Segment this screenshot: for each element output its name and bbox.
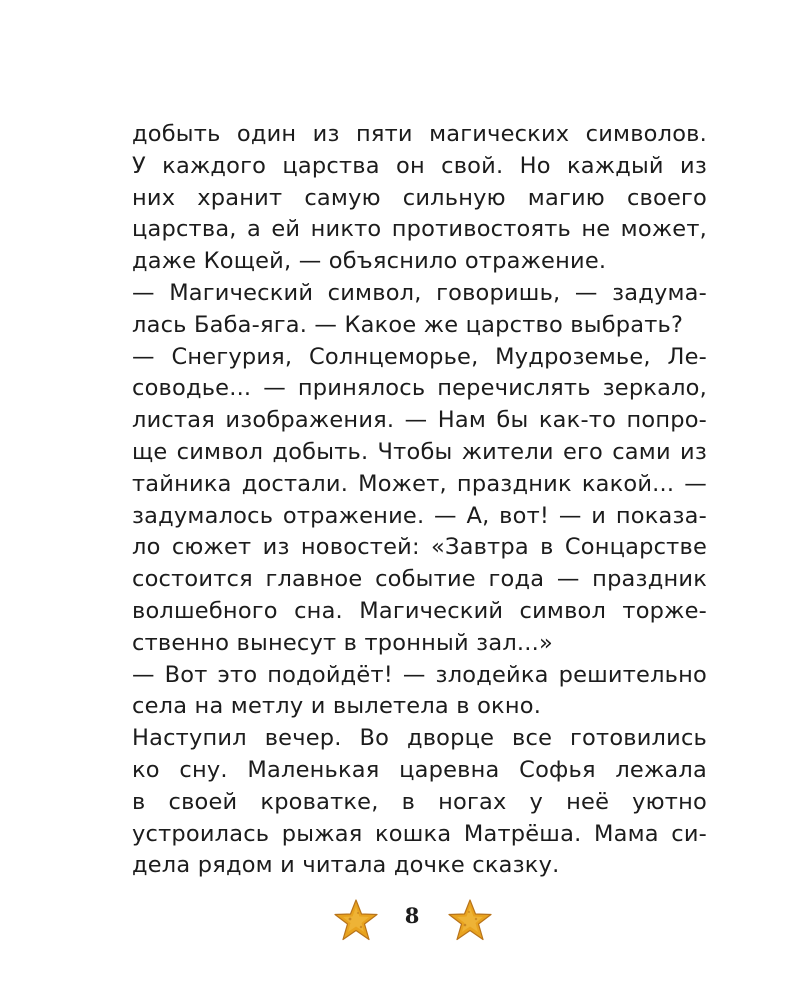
text-line: ственно вынесут в тронный зал...»	[132, 629, 553, 656]
text-line: соводье... — принялось перечислять зеркало,	[132, 375, 707, 402]
text-line: Наступил вечер. Во дворце все готовились	[132, 725, 707, 752]
text-line: волшебного сна. Магический символ торже-	[132, 597, 707, 624]
text-line: в своей кроватке, в ногах у неё уютно	[132, 788, 707, 815]
page-footer	[0, 895, 800, 945]
star-icon	[334, 899, 378, 941]
text-line: ко сну. Маленькая царевна Софья лежала	[132, 756, 707, 783]
star-icon	[448, 899, 492, 941]
text-line: задумалось отражение. — А, вот! — и показа-	[132, 502, 707, 529]
text-line: царства, а ей никто противостоять не может,	[132, 216, 707, 243]
text-line: устроилась рыжая кошка Матрёша. Мама си-	[132, 820, 707, 847]
text-line: добыть один из пяти магических символов.	[132, 121, 707, 147]
text-line: — Вот это подойдёт! — злодейка решительно	[132, 661, 707, 688]
text-line: состоится главное событие года — праздник	[132, 566, 707, 593]
text-line: тайника достали. Может, праздник какой... —	[132, 470, 707, 497]
text-line: села на метлу и вылетела в окно.	[132, 693, 542, 720]
body-text	[132, 119, 707, 882]
text-line: ло сюжет из новостей: «Завтра в Сонцарстве	[132, 534, 707, 561]
text-line: даже Кощей, — объяснило отражение.	[132, 248, 607, 275]
text-line: них хранит самую сильную магию своего	[132, 184, 707, 211]
text-line: листая изображения. — Нам бы как-то попро-	[132, 407, 707, 434]
page-number: 8	[404, 903, 420, 928]
text-line: лась Баба-яга. — Какое же царство выбрать?	[132, 311, 684, 338]
text-line: — Магический символ, говоришь, — задума-	[132, 279, 707, 306]
text-line: ще символ добыть. Чтобы жители его сами из	[132, 438, 707, 465]
text-line: — Снегурия, Солнцеморье, Мудроземье, Ле-	[132, 343, 707, 370]
text-line: дела рядом и читала дочке сказку.	[132, 852, 560, 879]
text-line: У каждого царства он свой. Но каждый из	[132, 152, 707, 179]
